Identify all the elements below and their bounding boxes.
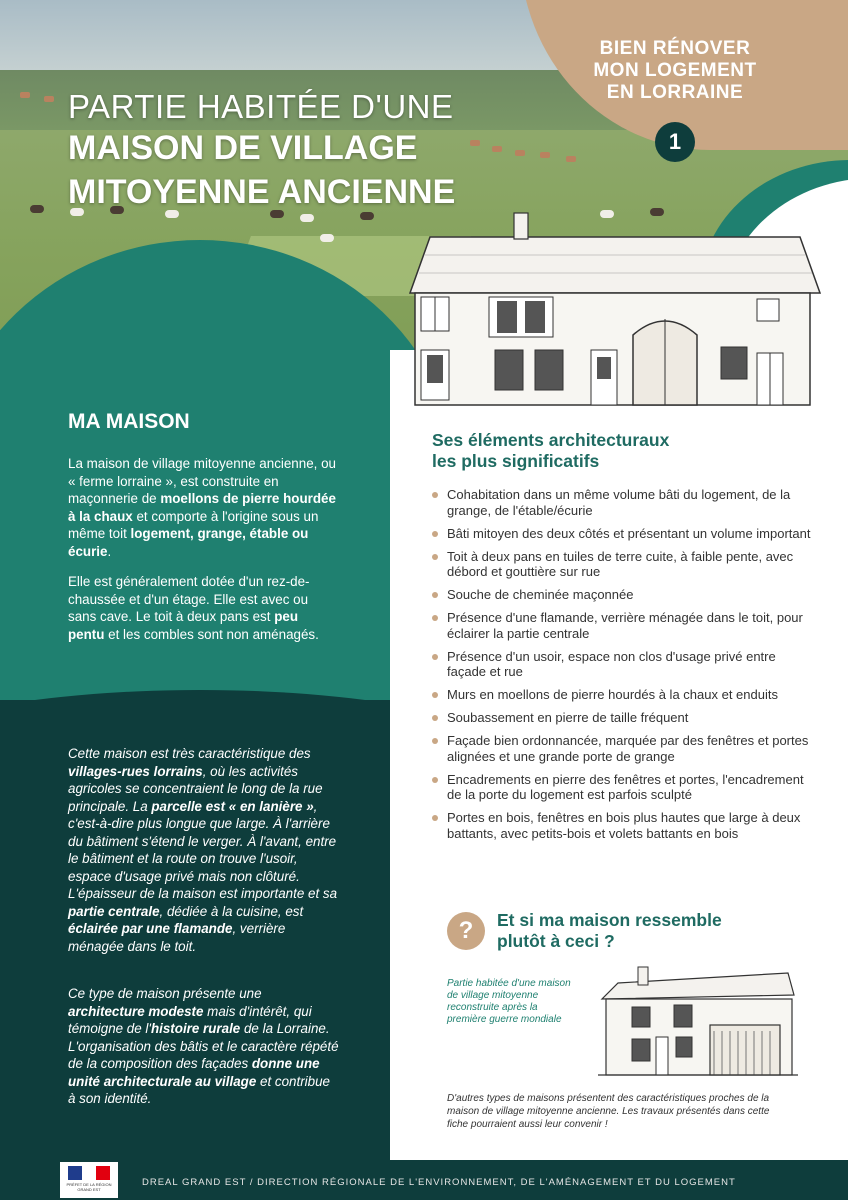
list-item (432, 772, 812, 803)
body-text: , dédiée à la cuisine, est (159, 903, 304, 919)
list-item-text: Façade bien ordonnancée, marquée par des fenêtres et portes alignées et une grande porte de grange (447, 733, 809, 764)
list-item (432, 587, 812, 603)
list-item-text: Toit à deux pans en tuiles de terre cuite, à faible pente, avec débord et gouttière sur rue (447, 548, 794, 579)
bullet-icon (432, 715, 438, 721)
body-text: et comporte à l'origine sous un même toit (68, 508, 319, 541)
body-text: de la Lorraine. L'organisation des bâtis et le caractère répété de la composition des façades (68, 1021, 339, 1071)
list-item-text: Souche de cheminée maçonnée (447, 587, 634, 602)
page-title-bold-1: MAISON DE VILLAGE (68, 129, 418, 167)
bullet-icon (432, 654, 438, 660)
village-roof (20, 92, 30, 98)
cow (30, 205, 44, 213)
bullet-icon (432, 692, 438, 698)
body-text: Cette maison est très caractéristique des (68, 746, 311, 761)
house-sketch-illustration (405, 205, 825, 410)
list-item-text: Encadrements en pierre des fenêtres et portes, l'encadrement de la porte du logement est parfois sculpté (447, 771, 804, 802)
body-text: mais d'intérêt, qui témoigne de l' (68, 1003, 312, 1036)
body-text: , c'est-à-dire plus longue que large. À l'arrière du bâtiment s'étend le verger. À l'avant, entre le bâtiment et la route on trouve l'usoir, espace d'usage privé mais non clôturé. L'épaisseur de la maison est importante et sa (68, 798, 338, 901)
list-item (432, 710, 812, 726)
series-title-line: BIEN RÉNOVER (599, 38, 751, 59)
series-title (560, 38, 790, 104)
list-item (432, 549, 812, 580)
village-roof (470, 140, 480, 146)
heading-line: les plus significatifs (432, 451, 600, 471)
village-roof (566, 156, 576, 162)
page-title-bold-2: MITOYENNE ANCIENNE (68, 173, 456, 211)
bullet-icon (432, 777, 438, 783)
description-paragraph (68, 573, 338, 643)
prefet-logo (60, 1162, 118, 1198)
heading-line: Ses éléments architecturaux (432, 430, 670, 450)
list-item (432, 487, 812, 518)
village-roof (44, 96, 54, 102)
list-item (432, 810, 812, 841)
context-paragraph (68, 745, 340, 955)
emphasis-text: peu pentu (68, 609, 299, 642)
emphasis-text: logement, grange, étable ou écurie (68, 526, 309, 559)
heading-line: Et si ma maison ressemble (497, 910, 722, 930)
bullet-icon (432, 554, 438, 560)
body-text: La maison de village mitoyenne ancienne, ou « ferme lorraine », est construite en maçonnerie de (68, 456, 336, 506)
logo-text: PRÉFET DE LA RÉGION GRAND EST (66, 1182, 112, 1192)
cow (300, 214, 314, 222)
village-roof (540, 152, 550, 158)
list-item (432, 649, 812, 680)
emphasis-text: architecture modeste (68, 1003, 204, 1019)
list-item (432, 610, 812, 641)
reconstructed-house-sketch (598, 955, 798, 1080)
footer-text: DREAL GRAND EST / DIRECTION RÉGIONALE DE L'ENVIRONNEMENT, DE L'AMÉNAGEMENT ET DU LOGEMENT (142, 1177, 736, 1188)
body-text: , verrière ménagée dans le toit. (68, 921, 286, 954)
tricolor-flag-icon (68, 1166, 110, 1180)
bullet-icon (432, 738, 438, 744)
cow (320, 234, 334, 242)
bullet-icon (432, 615, 438, 621)
bullet-icon (432, 492, 438, 498)
body-text: Ce type de maison présente une (68, 986, 262, 1001)
sheet-number: 1 (655, 122, 695, 162)
list-item-text: Portes en bois, fenêtres en bois plus hautes que large à deux battants, avec petits-bois et volets battants en bois (447, 810, 801, 841)
list-item-text: Cohabitation dans un même volume bâti du logement, de la grange, de l'étable/écurie (447, 487, 791, 518)
heritage-paragraph (68, 985, 340, 1108)
body-text: , où les activités agricoles se concentraient le long de la rue principale. La (68, 763, 323, 814)
list-item-text: Soubassement en pierre de taille fréquent (447, 710, 689, 725)
body-text: et contribue à son identité. (68, 1073, 330, 1106)
body-text: . (107, 543, 112, 559)
emphasis-text: moellons de pierre hourdée à la chaux (68, 491, 336, 524)
heading-line: plutôt à ceci ? (497, 931, 615, 951)
section-heading-alternative (497, 910, 777, 952)
list-item (432, 526, 812, 542)
list-item-text: Bâti mitoyen des deux côtés et présentant un volume important (447, 525, 811, 541)
bullet-icon (432, 531, 438, 537)
page-title-light: PARTIE HABITÉE D'UNE (68, 88, 454, 125)
village-roof (515, 150, 525, 156)
emphasis-text: villages-rues lorrains (68, 763, 203, 779)
section-heading-elements (432, 430, 752, 472)
series-title-line: EN LORRAINE (606, 82, 744, 103)
village-roof (492, 146, 502, 152)
series-title-line: MON LOGEMENT (593, 60, 757, 81)
similar-houses-note: D'autres types de maisons présentent des caractéristiques proches de la maison de village mitoyenne ancienne. Les travaux présentés dans cette fiche pourraient aussi leur convenir ! (447, 1093, 770, 1130)
intro-paragraph (68, 455, 338, 560)
emphasis-text: histoire rurale (150, 1021, 241, 1036)
list-item (432, 733, 812, 764)
list-item-text: Présence d'une flamande, verrière ménagée dans le toit, pour éclairer la partie centrale (447, 610, 803, 641)
bullet-icon (432, 592, 438, 598)
list-item-text: Présence d'un usoir, espace non clos d'usage privé entre façade et rue (447, 648, 776, 679)
list-item (432, 687, 812, 703)
architectural-elements-list (432, 487, 812, 849)
illustration-caption: Partie habitée d'une maison de village mitoyenne reconstruite après la première guerre mondiale (447, 978, 571, 1025)
page-title (68, 88, 455, 214)
section-heading-ma-maison: MA MAISON (68, 410, 190, 433)
emphasis-text: donne une unité architecturale au village (68, 1056, 320, 1089)
emphasis-text: partie centrale (68, 903, 160, 919)
question-icon: ? (447, 912, 485, 950)
emphasis-text: éclairée par une flamande (68, 921, 233, 936)
body-text: et les combles sont non aménagés. (104, 626, 319, 642)
body-text: Elle est généralement dotée d'un rez-de-chaussée et d'un étage. Elle est avec ou sans cave. Le toit à deux pans est (68, 574, 310, 624)
bullet-icon (432, 815, 438, 821)
list-item-text: Murs en moellons de pierre hourdés à la chaux et enduits (447, 687, 778, 702)
emphasis-text: parcelle est « en lanière » (151, 798, 314, 814)
